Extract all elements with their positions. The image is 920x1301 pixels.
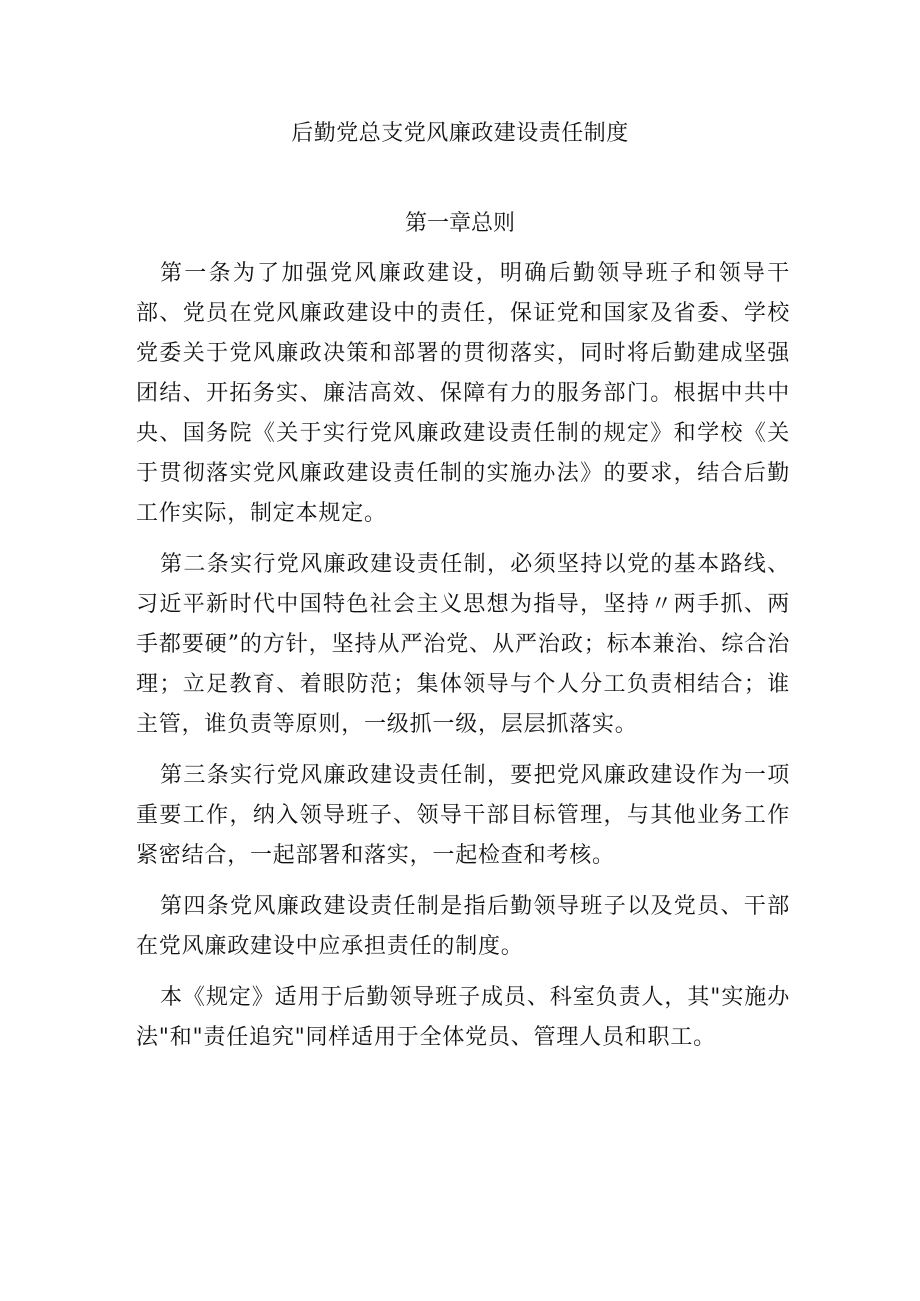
document-title: 后勤党总支党风廉政建设责任制度 [291,121,629,146]
article-2-paragraph: 第二条实行党风廉政建设责任制，必须坚持以党的基本路线、习近平新时代中国特色社会主义思想为指导，坚持〃两手抓、两手都要硬”的方针，坚持从严治党、从严治政；标本兼治、综合治理；立足教育、着眼防范；集体领导与个人分工负责相结合；谁主管，谁负责等原则，一级抓一级，层层抓落实。 [136,552,790,737]
article-4-paragraph: 第四条党风廉政建设责任制是指后勤领导班子以及党员、干部在党风廉政建设中应承担责任的制度。 [136,894,790,959]
article-1-paragraph: 第一条为了加强党风廉政建设，明确后勤领导班子和领导干部、党员在党风廉政建设中的责任，保证党和国家及省委、学校党委关于党风廉政决策和部署的贯彻落实，同时将后勤建成坚强团结、开拓务实、廉洁高效、保障有力的服务部门。根据中共中央、国务院《关于实行党风廉政建设责任制的规定》和学校《关于贯彻落实党风廉政建设责任制的实施办法》的要求，结合后勤工作实际，制定本规定。 [136,261,790,526]
scope-paragraph: 本《规定》适用于后勤领导班子成员、科室负责人，其"实施办法"和"责任追究"同样适用于全体党员、管理人员和职工。 [136,985,790,1050]
chapter-heading: 第一章总则 [404,211,515,236]
article-3-paragraph: 第三条实行党风廉政建设责任制，要把党风廉政建设作为一项重要工作，纳入领导班子、领导干部目标管理，与其他业务工作紧密结合，一起部署和落实，一起检查和考核。 [136,763,790,868]
document-body [136,254,790,1058]
